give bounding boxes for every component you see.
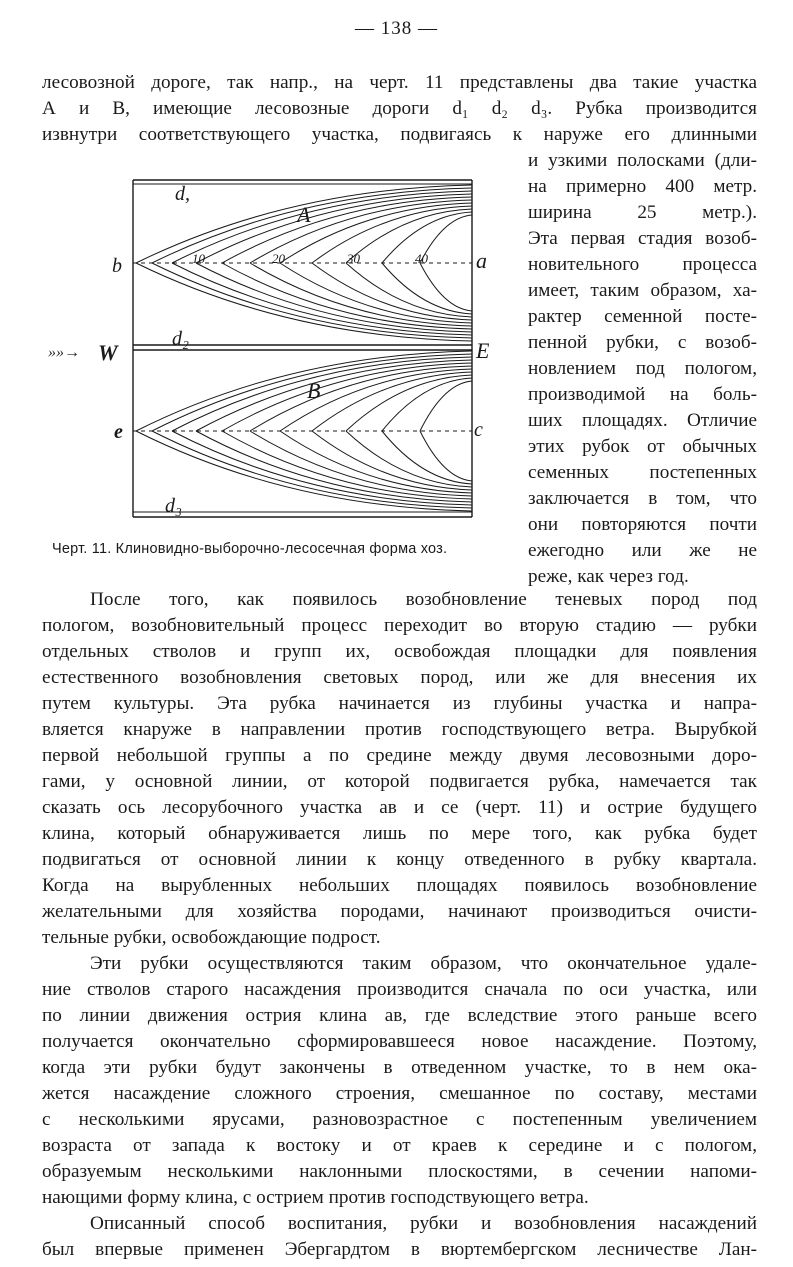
wedge-curve [346,431,472,487]
mark-label-20: 20 [272,251,285,266]
text-line: они повторяются почти [528,514,757,535]
area-label-a: A [297,202,311,227]
wedge-curve [172,191,472,263]
text-line: был впервые применен Эбергардтом в вюртембергском лесничестве Лан- [42,1239,757,1260]
text-line: Описанный способ воспитания, рубки и возобновления насаждений [90,1213,757,1234]
wedge-curve [346,263,472,317]
wedge-curve [250,431,472,496]
wedge-curve [250,263,472,326]
wedge-curve [312,206,472,263]
text-line: жется насаждение сложного строения, смешанное по составу, местами [42,1083,757,1104]
wedge-curve [196,263,472,332]
west-label: W [98,340,118,365]
text-line: отдельных стволов и групп их, освобождая площадки для появления [42,641,757,662]
point-label-a: a [476,248,487,273]
east-label: E [476,338,490,363]
wedge-curve [346,209,472,263]
wedge-lines-a [136,185,472,341]
wedge-curve [172,263,472,335]
text-line: естественного возобновления световых пород, или же для внесения их [42,667,757,688]
text-line: А и В, имеющие лесовозные дороги d₁ d₂ d₃. Рубка производится [42,98,757,119]
page-number: — 138 — [355,18,438,39]
text-line: Эти рубки осуществляются таким образом, что окончательное удале- [90,953,757,974]
wedge-curve [222,197,472,263]
text-line: новлением под пологом, [528,358,757,379]
text-line: новительного процесса [528,254,757,275]
text-line: клина, который обнаруживается лишь по мере того, как рубка будет [42,823,757,844]
wedge-curve [346,375,472,431]
wedge-curve [280,263,472,323]
wedge-curve [382,212,472,263]
wedge-curve [420,431,472,481]
text-line: с несколькими ярусами, разновозрастное с постепенным увеличением [42,1109,757,1130]
wedge-lines-b [136,351,472,511]
text-line: извнутри соответствующего участка, подвигаясь к наружe его длинными [42,124,757,145]
text-line: реже, как через год. [528,566,689,587]
text-line: Когда на вырубленных небольших площадях появилось возобновление [42,875,757,896]
text-line: После того, как появилось возобновление теневых пород под [90,589,757,610]
wedge-curve [222,263,472,329]
road-label-bottom: d₃ [165,495,182,517]
wedge-curve [312,431,472,490]
point-label-e: e [114,421,123,443]
text-line: первой небольшой группы a по средине между двумя лесовозными доро- [42,745,757,766]
wedge-curve [382,263,472,314]
wedge-curve [172,357,472,431]
text-line: заключается в том, что [528,488,757,509]
text-line: и узкими полосками (дли- [528,150,757,171]
wedge-curve [280,431,472,493]
text-line: нающими форму клина, с острием против господствующего ветра. [42,1187,589,1208]
wedge-curve [152,431,472,508]
wedge-curve [280,369,472,431]
text-line: пенной рубки, с возоб- [528,332,757,353]
text-line: Эта первая стадия возоб- [528,228,757,249]
text-line: семенных постепенных [528,462,757,483]
wedge-curve [196,431,472,502]
wedge-curve [280,203,472,263]
wedge-curve [152,354,472,431]
wedge-curve [222,363,472,431]
road-label-top: d, [175,183,190,205]
text-line: образуемым несколькими наклонными плоскостями, в сечении напоми- [42,1161,757,1182]
wedge-curve [196,194,472,263]
wedge-curve [250,366,472,431]
text-line: возраста от запада к востоку и от краев к середине и с пологом, [42,1135,757,1156]
wedge-curve [420,381,472,431]
wedge-curve [312,263,472,320]
wedge-curve [382,431,472,484]
text-line: ших площадях. Отличие [528,410,757,431]
text-line: ширина 25 метр.). [528,202,757,223]
mark-label-40: 40 [415,251,428,266]
text-line: рактер семенной посте- [528,306,757,327]
text-line: имеет, таким образом, ха- [528,280,757,301]
text-line: вляется кнаружe в направлении против господствующего ветра. Вырубкой [42,719,757,740]
figure-caption: Черт. 11. Клиновидно-выборочно-лесосечная форма хоз. [52,541,448,557]
text-line: гами, у основной линии, от которой подвигается рубка, намечается так [42,771,757,792]
wedge-curve [196,360,472,431]
wedge-curve [250,200,472,263]
text-line: ежегодно или же не [528,540,757,561]
wedge-curve [136,185,472,263]
wedge-curve [420,215,472,263]
wedge-curve [222,431,472,499]
mark-label-30: 30 [347,251,360,266]
text-line: подвигаться от основной линии к концу отведенного в рубку квартала. [42,849,757,870]
wedge-curve [420,263,472,311]
wedge-curve [152,188,472,263]
wedge-curve [136,351,472,431]
text-line: желательными для хозяйства породами, начинают производиться очисти- [42,901,757,922]
text-line: получается окончательно сформировавшееся новое насаждение. Поэтому, [42,1031,757,1052]
text-line: когда эти рубки будут закончены в отведенном участке, то в нем ока- [42,1057,757,1078]
wedge-curve [136,431,472,511]
mark-label-10: 10 [192,251,205,266]
forest-plot-frame [133,180,472,517]
text-line: на примерно 400 метр. [528,176,757,197]
text-line: по линии движения острия клина ав, где вследствие этого раньше всего [42,1005,757,1026]
road-label-middle: d₂ [172,328,189,350]
point-label-c: c [474,419,483,441]
text-line: путем культуры. Эта рубка начинается из глубины участка и напра- [42,693,757,714]
wedge-curve [136,263,472,341]
text-line: лесовозной дороге, так напр., на черт. 11 представлены два такие участка [42,72,757,93]
figure-labels [48,183,490,517]
text-line: пологом, возобновительный процесс переходит во вторую стадию — рубки [42,615,757,636]
point-label-b: b [112,255,122,277]
text-line: ние стволов старого насаждения производится сначала по оси участка, или [42,979,757,1000]
wedge-curve [312,372,472,431]
text-line: сказать ось лесорубочного участка ав и се (черт. 11) и острие будущего [42,797,757,818]
wedge-curve [172,431,472,505]
text-line: этих рубок от обычных [528,436,757,457]
wedge-curve [382,378,472,431]
text-line: тельные рубки, освобождающие подрост. [42,927,381,948]
wind-arrow: »»→ [48,344,80,361]
text-line: производимой на боль- [528,384,757,405]
area-label-b: B [307,378,321,403]
wedge-curve [152,263,472,338]
